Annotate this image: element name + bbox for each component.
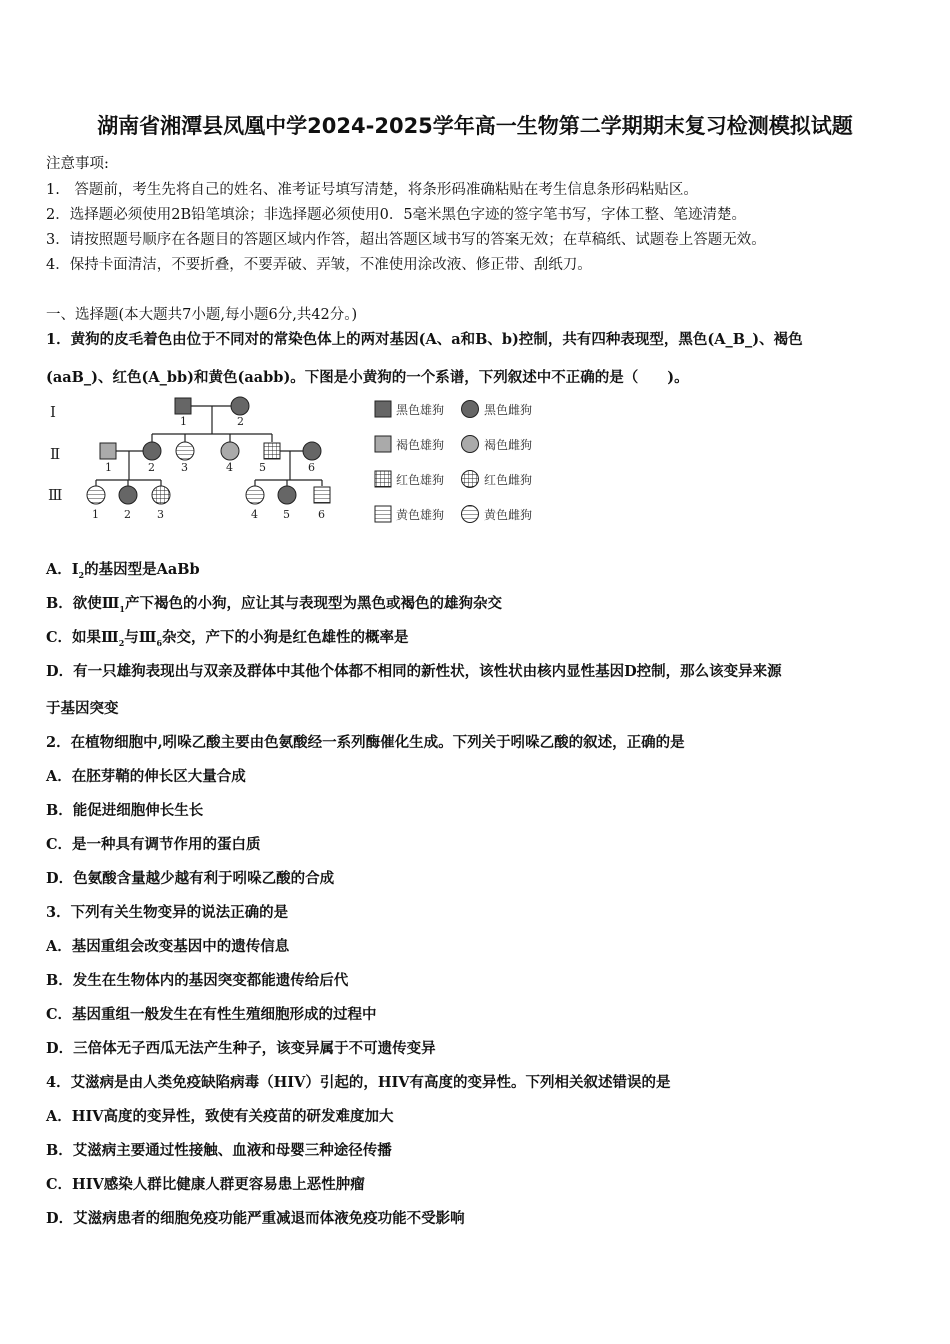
notice-heading: 注意事项: (46, 156, 109, 172)
notice-item-4: 4．保持卡面清洁，不要折叠，不要弄破、弄皱，不准使用涂改液、修正带、刮纸刀。 (46, 257, 592, 273)
gen1-num-2: 2 (237, 415, 244, 428)
legend-yellow-male: 黄色雄狗 (396, 508, 445, 522)
gen3-female-yellow-4 (246, 486, 264, 504)
gen1-male-black (175, 398, 191, 414)
q1-option-b: B．欲使$Ⅲ_1$产下褐色的小狗，应让其与表现型为黑色或褐色的雄狗杂交 (46, 595, 502, 614)
gen3-num-6: 6 (318, 508, 325, 521)
notice-item-3: 3．请按照题号顺序在各题目的答题区域内作答，超出答题区域书写的答案无效；在草稿纸、试题卷上答题无效。 (46, 232, 766, 248)
gen3-female-yellow-1 (87, 486, 105, 504)
gen-label-3: Ⅲ (48, 486, 63, 504)
q4-option-b: B．艾滋病主要通过性接触、血液和母婴三种途径传播 (46, 1142, 392, 1159)
notice-item-1: 1. 答题前，考生先将自己的姓名、准考证号填写清楚，将条形码准确粘贴在考生信息条形码粘贴区。 (46, 182, 698, 198)
gen2-num-4: 4 (226, 461, 233, 474)
gen-label-2: Ⅱ (50, 445, 61, 463)
legend-brown-female: 褐色雌狗 (484, 438, 533, 452)
gen3-female-black-5 (278, 486, 296, 504)
q3-option-d: D．三倍体无子西瓜无法产生种子，该变异属于不可遗传变异 (46, 1040, 436, 1057)
q3-option-b: B．发生在生物体内的基因突变都能遗传给后代 (46, 972, 349, 989)
q2-option-b: B．能促进细胞伸长生长 (46, 802, 204, 819)
q4-option-d: D．艾滋病患者的细胞免疫功能严重减退而体液免疫功能不受影响 (46, 1210, 465, 1227)
gen2-male-red-5 (264, 443, 280, 459)
q2-stem: 2．在植物细胞中,吲哚乙酸主要由色氨酸经一系列酶催化生成。下列关于吲哚乙酸的叙述，正确的是 (46, 734, 685, 751)
section-heading: 一、选择题(本大题共7小题,每小题6分,共42分。) (46, 307, 358, 323)
q3-option-a: A．基因重组会改变基因中的遗传信息 (46, 938, 290, 955)
gen2-female-black-2 (143, 442, 161, 460)
q1-option-c: C．如果$Ⅲ_2$与$Ⅲ_6$杂交，产下的小狗是红色雄性的概率是 (46, 629, 409, 648)
q4-option-c: C．HIV感染人群比健康人群更容易患上恶性肿瘤 (46, 1176, 365, 1193)
q1-option-d-line1: D．有一只雄狗表现出与双亲及群体中其他个体都不相同的新性状，该性状由核内显性基因D控制，那么该变异来源 (46, 663, 782, 680)
legend-black-female: 黑色雌狗 (484, 403, 533, 417)
gen1-female-black (231, 397, 249, 415)
gen3-male-yellow-6 (314, 487, 330, 503)
gen2-female-brown-4 (221, 442, 239, 460)
legend-black-male: 黑色雄狗 (396, 403, 445, 417)
gen3-female-black-2 (119, 486, 137, 504)
q4-option-a: A．HIV高度的变异性，致使有关疫苗的研发难度加大 (46, 1108, 394, 1125)
q1-option-d-line2: 于基因突变 (46, 700, 119, 717)
gen2-num-6: 6 (308, 461, 315, 474)
gen-label-1: Ⅰ (50, 403, 56, 421)
legend-red-female: 红色雌狗 (484, 473, 533, 487)
legend-brown-male: 褐色雄狗 (396, 438, 445, 452)
legend-yellow-female: 黄色雌狗 (484, 508, 533, 522)
q2-option-d: D．色氨酸含量越少越有利于吲哚乙酸的合成 (46, 870, 335, 887)
gen2-male-brown (100, 443, 116, 459)
page-title: 湖南省湘潭县凤凰中学2024-2025学年高一生物第二学期期末复习检测模拟试题 (97, 114, 853, 138)
gen3-num-1: 1 (92, 508, 99, 521)
gen2-num-2: 2 (148, 461, 155, 474)
gen2-num-5: 5 (259, 461, 266, 474)
q3-option-c: C．基因重组一般发生在有性生殖细胞形成的过程中 (46, 1006, 377, 1023)
legend-red-male: 红色雄狗 (396, 473, 445, 487)
q1-stem-line1: 1．黄狗的皮毛着色由位于不同对的常染色体上的两对基因(A、a和B、b)控制，共有四种表现型，黑色(A_B_)、褐色 (46, 331, 803, 348)
gen3-female-red-3 (152, 486, 170, 504)
gen2-female-black-6 (303, 442, 321, 460)
gen3-num-2: 2 (124, 508, 131, 521)
q3-stem: 3．下列有关生物变异的说法正确的是 (46, 904, 289, 921)
pedigree-legend (372, 398, 552, 528)
q4-stem: 4．艾滋病是由人类免疫缺陷病毒（HIV）引起的，HIV有高度的变异性。下列相关叙述错误的是 (46, 1074, 671, 1091)
gen3-num-3: 3 (157, 508, 164, 521)
gen3-num-4: 4 (251, 508, 258, 521)
q1-stem-line2: (aaB_)、红色(A_bb)和黄色(aabb)。下图是小黄狗的一个系谱，下列叙述中不正确的是（ )。 (46, 369, 689, 386)
q1-option-a: A．$Ⅰ_2$的基因型是AaBb (46, 561, 200, 580)
pedigree-chart (40, 390, 350, 530)
gen2-num-1: 1 (105, 461, 112, 474)
gen2-num-3: 3 (181, 461, 188, 474)
q2-option-a: A．在胚芽鞘的伸长区大量合成 (46, 768, 246, 785)
q2-option-c: C．是一种具有调节作用的蛋白质 (46, 836, 261, 853)
notice-item-2: 2．选择题必须使用2B铅笔填涂；非选择题必须使用0．5毫米黑色字迹的签字笔书写，字体工整、笔迹清楚。 (46, 207, 747, 223)
gen2-female-yellow-3 (176, 442, 194, 460)
gen3-num-5: 5 (283, 508, 290, 521)
gen1-num-1: 1 (180, 415, 187, 428)
